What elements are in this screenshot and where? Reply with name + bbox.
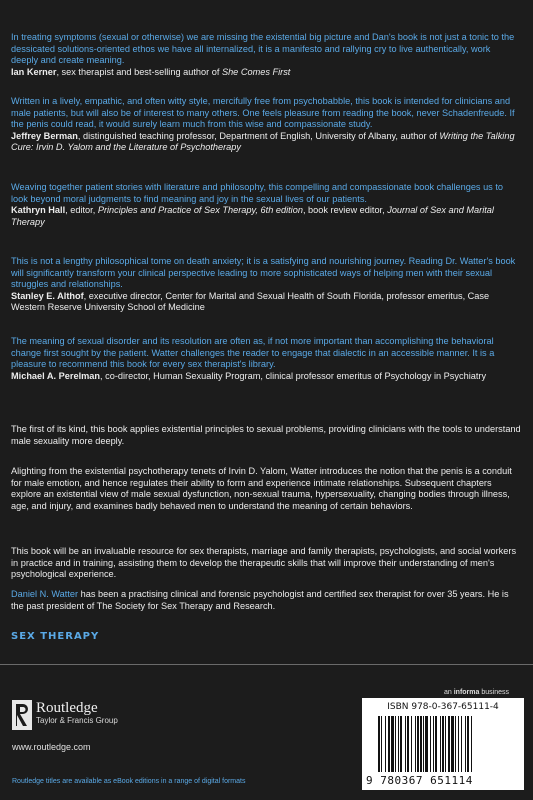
endorsement-attribution	[11, 205, 519, 228]
barcode-bar	[458, 716, 459, 772]
endorsement-quote: This is not a lengthy philosophical tome on death anxiety; it is a satisfying and nourishing journey. Reading Dr. Watter's book will significantly transform your clinical perspective leading to more sophisticated ways of helping men with their sexual struggles and relationships.	[11, 256, 516, 289]
isbn-barcode	[362, 698, 524, 790]
barcode-bar	[381, 716, 382, 772]
barcode-bar	[420, 716, 422, 772]
isbn-label: ISBN 978-0-367-65111-4	[387, 702, 499, 712]
subject-category: SEX THERAPY	[11, 631, 100, 642]
barcode-bar	[395, 716, 396, 772]
ebook-footnote: Routledge titles are available as eBook editions in a range of digital formats	[12, 778, 246, 785]
informa-suffix: business	[479, 689, 509, 696]
endorser-role: , co-director, Human Sexuality Program, clinical professor emeritus of Psychology in Psychiatry	[100, 370, 487, 381]
endorser-name: Michael A. Perelman	[11, 370, 101, 381]
barcode-bar	[398, 716, 399, 772]
author-bio	[11, 589, 521, 612]
informa-tagline	[444, 689, 509, 696]
barcode-bar	[411, 716, 412, 772]
endorser-role: , editor,	[65, 205, 98, 215]
barcode-bar	[442, 716, 444, 772]
endorsement-attribution	[11, 371, 519, 383]
barcode-bar	[455, 716, 456, 772]
endorsement-quote: Written in a lively, empathic, and often witty style, mercifully free from psychobabble, this book is intended for clinicians and male patients, but will also be of interest to many others. One feels pleasure from reading the book, never Schadenfreude. If the penis could read, it would surely learn much from this wise and compassionate study.	[11, 96, 515, 129]
publisher-url[interactable]: www.routledge.com	[12, 742, 91, 752]
barcode-bar	[378, 716, 380, 772]
endorser-work: Writing the Talking Cure: Irvin D. Yalom and the Literature of Psychotherapy	[11, 130, 515, 152]
barcode-bar	[440, 716, 441, 772]
barcode-bar	[391, 716, 394, 772]
author-bio-text: has been a practising clinical and forensic psychologist and certified sex therapist for over 35 years. He is the past president of The Society for Sex Therapy and Research.	[11, 589, 509, 611]
barcode-bars	[376, 716, 516, 774]
endorsement-quote: The meaning of sexual disorder and its resolution are often as, if not more important than accomplishing the behavioral change first sought by the patient. Watter challenges the reader to engage that dialectic in an accessible manner. It is a pleasure to recommend this book for every sex therapist's library.	[11, 336, 495, 369]
barcode-bar	[433, 716, 434, 772]
barcode-bar	[435, 716, 437, 772]
blurb-paragraph-2: Alighting from the existential psychotherapy tenets of Irvin D. Yalom, Watter introduces the notion that the penis is a conduit for male emotion, and hence regulates their ability to form and experience intimate relationships. Subsequent chapters explore an existential view of male sexual dysfunction, non-sexual trauma, hypersexuality, changing bodies through illness, age, and injury, and examines badly behaved men to understand the meaning of certain behaviors.	[11, 466, 512, 511]
barcode-bar	[461, 716, 462, 772]
endorser-role: , executive director, Center for Marital and Sexual Health of South Florida, professor emeritus, Case Western Reserve University School of Medicine	[11, 290, 490, 312]
barcode-bar	[425, 716, 428, 772]
routledge-r-icon	[12, 700, 32, 730]
barcode-bar	[467, 716, 469, 772]
endorser-name: Ian Kerner	[11, 66, 57, 77]
barcode-bar	[451, 716, 454, 772]
divider	[0, 664, 533, 665]
endorser-work-extra: Journal of Sex and Marital Therapy	[11, 205, 494, 227]
endorsement-attribution	[11, 291, 519, 314]
barcode-bar	[388, 716, 390, 772]
endorsement-quote: Weaving together patient stories with literature and philosophy, this compelling and compassionate book challenges us to look beyond moral judgments to find meaning and joy in the sexual lives of our patients.	[11, 182, 503, 204]
informa-brand: informa	[453, 689, 480, 696]
author-name: Daniel N. Watter	[11, 589, 79, 599]
barcode-bar	[385, 716, 386, 772]
endorser-role: , sex therapist and best-selling author of	[56, 66, 222, 77]
informa-prefix: an	[444, 689, 454, 696]
endorsement-4	[11, 256, 519, 314]
barcode-bar	[407, 716, 409, 772]
barcode-bar	[417, 716, 419, 772]
ean-number: 9 780367 651114	[366, 774, 473, 787]
endorser-role-extra: , book review editor,	[302, 205, 388, 215]
endorsement-3	[11, 182, 519, 228]
endorsement-quote: In treating symptoms (sexual or otherwise) we are missing the existential big picture and Dan's book is not just a tonic to the dessicated solutions-oriented ethos we have all internalized, it is a manifesto and rallying cry to live authentically, work deeply and create meaning.	[11, 32, 515, 65]
barcode-bar	[465, 716, 466, 772]
barcode-bar	[400, 716, 402, 772]
endorser-work: She Comes First	[221, 66, 291, 77]
endorsement-1	[11, 32, 519, 78]
endorser-role: , distinguished teaching professor, Department of English, University of Albany, author of	[77, 130, 440, 141]
barcode-bar	[415, 716, 416, 772]
publisher-name: Routledge	[36, 700, 98, 716]
publisher-logo	[12, 700, 118, 730]
barcode-bar	[445, 716, 446, 772]
endorsement-2	[11, 96, 519, 154]
barcode-bar	[423, 716, 424, 772]
barcode-bar	[471, 716, 472, 772]
barcode-bar	[430, 716, 431, 772]
endorser-name: Jeffrey Berman	[11, 130, 78, 141]
endorser-work: Principles and Practice of Sex Therapy, 6th edition	[97, 205, 303, 215]
routledge-wordmark	[36, 700, 118, 726]
endorsement-attribution	[11, 131, 519, 154]
endorsement-5	[11, 336, 519, 382]
blurb-paragraph-1: The first of its kind, this book applies existential principles to sexual problems, providing clinicians with the tools to understand male sexuality more deeply.	[11, 424, 521, 446]
barcode-bar	[405, 716, 406, 772]
endorser-name: Kathryn Hall	[11, 205, 66, 215]
barcode-bar	[448, 716, 450, 772]
endorser-name: Stanley E. Althof	[11, 290, 84, 301]
blurb-paragraph-3: This book will be an invaluable resource for sex therapists, marriage and family therapists, psychologists, and social workers in practice and in training, assisting them to develop the therapeutic skills that will improve their understanding of men's psychological experience.	[11, 546, 517, 579]
publisher-group: Taylor & Francis Group	[36, 716, 118, 725]
endorsement-attribution	[11, 67, 519, 79]
